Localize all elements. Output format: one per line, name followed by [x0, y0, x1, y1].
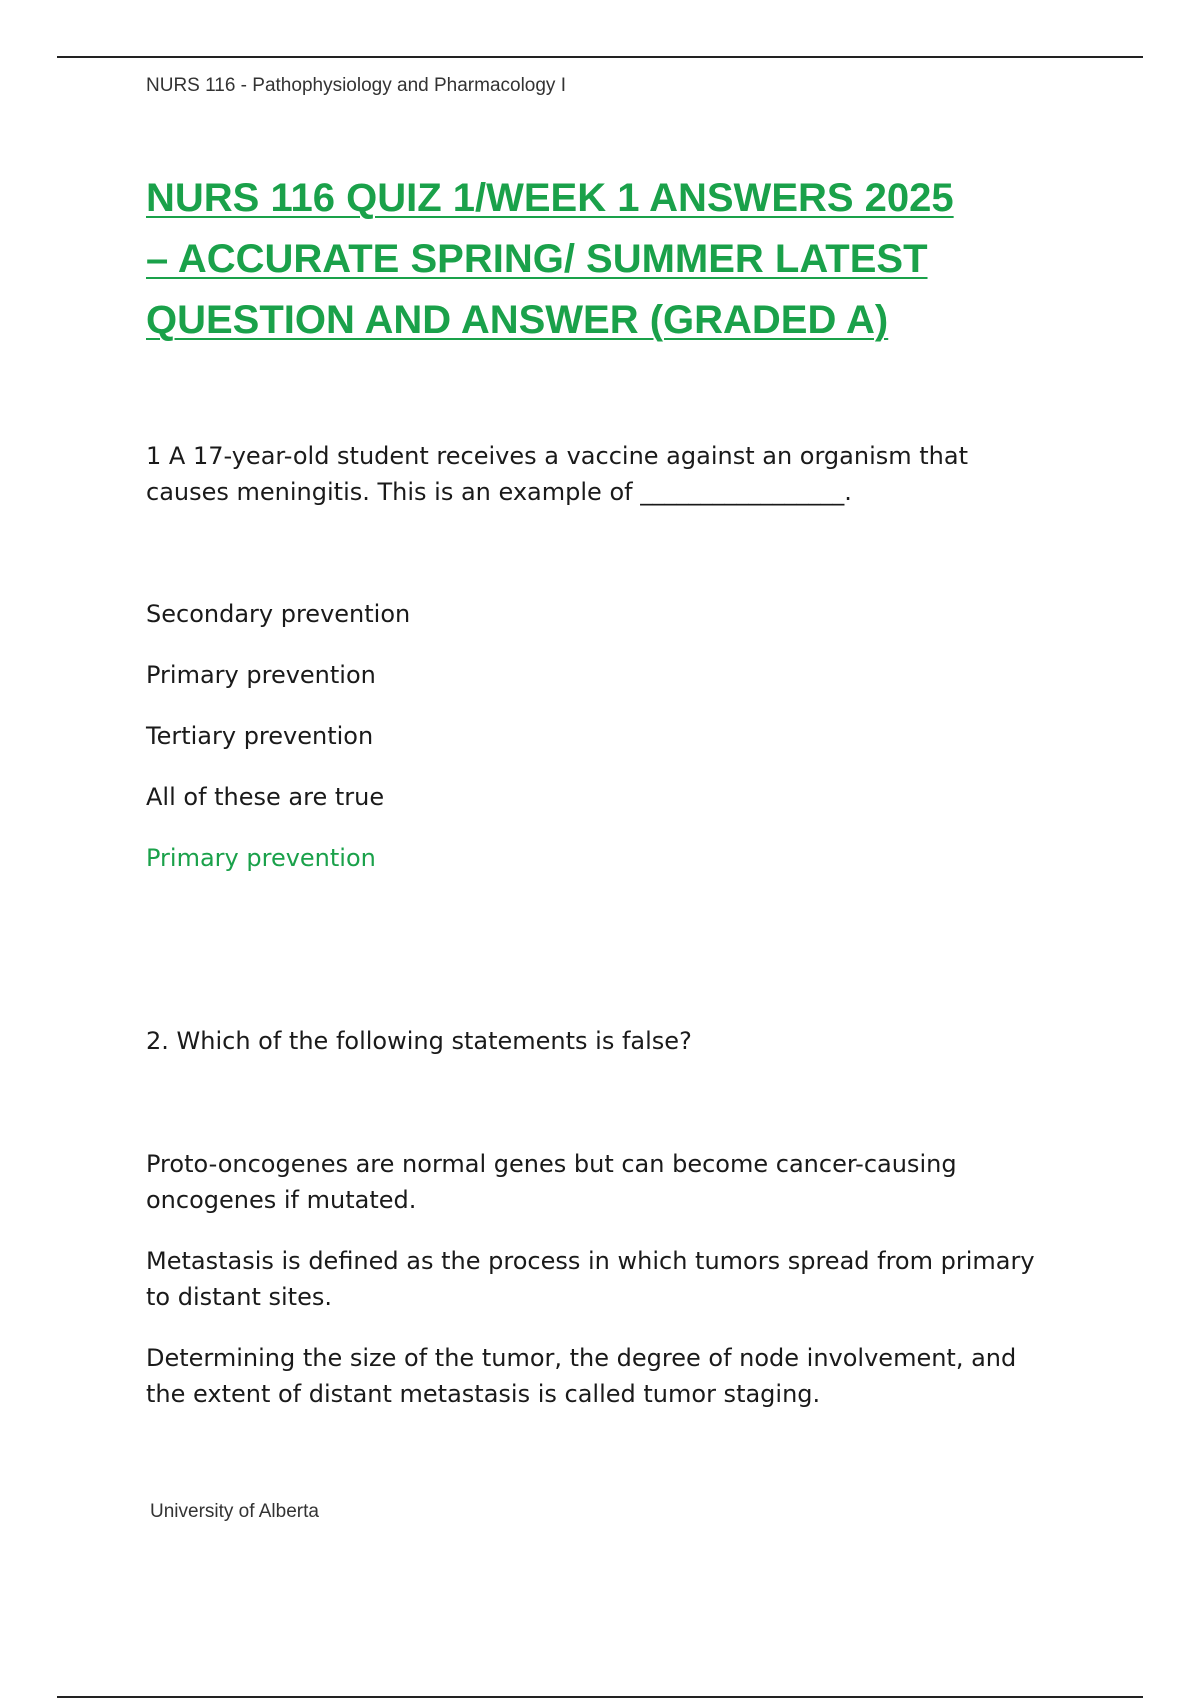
question-1-option-a: Secondary prevention — [146, 600, 411, 628]
question-2-option-c — [146, 1340, 1106, 1412]
title-line: NURS 116 QUIZ 1/WEEK 1 ANSWERS 2025 — [146, 176, 954, 220]
option-line: the extent of distant metastasis is called tumor staging. — [146, 1380, 821, 1408]
option-line: Determining the size of the tumor, the degree of node involvement, and — [146, 1344, 1017, 1372]
question-line: 2. Which of the following statements is false? — [146, 1027, 692, 1055]
course-header: NURS 116 - Pathophysiology and Pharmacology I — [146, 75, 566, 96]
question-1-option-c: Tertiary prevention — [146, 722, 374, 750]
question-line: causes meningitis. This is an example of _________________. — [146, 478, 852, 506]
top-rule — [57, 56, 1143, 58]
title-line: QUESTION AND ANSWER (GRADED A) — [146, 298, 889, 342]
question-1-text — [146, 438, 1106, 510]
question-line: 1 A 17-year-old student receives a vaccine against an organism that — [146, 442, 968, 470]
option-line: Proto-oncogenes are normal genes but can become cancer-causing — [146, 1150, 957, 1178]
question-1-answer: Primary prevention — [146, 844, 376, 872]
document-title — [146, 168, 1146, 351]
option-line: oncogenes if mutated. — [146, 1186, 417, 1214]
question-2-option-b — [146, 1243, 1106, 1315]
option-line: Metastasis is defined as the process in which tumors spread from primary — [146, 1247, 1035, 1275]
option-line: to distant sites. — [146, 1283, 332, 1311]
question-1-option-d: All of these are true — [146, 783, 385, 811]
title-line: – ACCURATE SPRING/ SUMMER LATEST — [146, 237, 928, 281]
question-1-option-b: Primary prevention — [146, 661, 376, 689]
institution-footer: University of Alberta — [150, 1501, 319, 1522]
bottom-rule — [57, 1696, 1143, 1698]
question-2-option-a — [146, 1146, 1106, 1218]
question-2-text — [146, 1023, 1106, 1059]
